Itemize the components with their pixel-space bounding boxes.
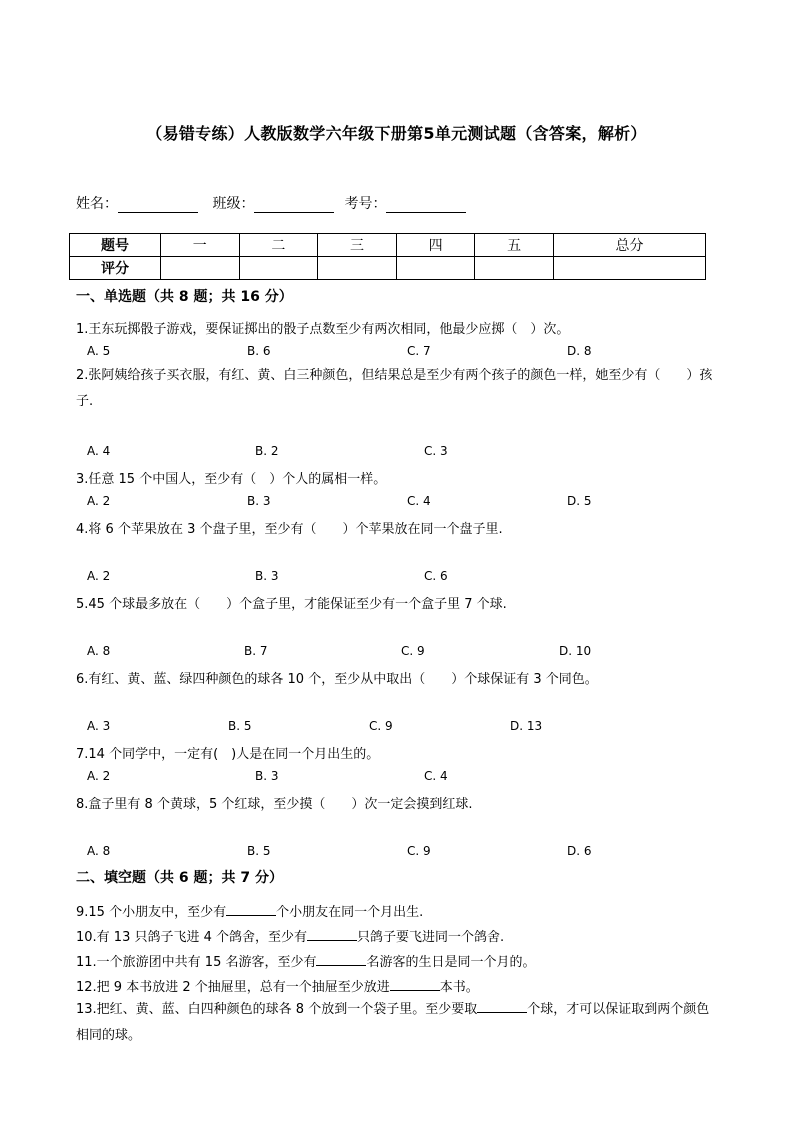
question-10 (76, 926, 504, 945)
question-5: 5.45 个球最多放在（ ）个盒子里，才能保证至少有一个盒子里 7 个球. (76, 597, 507, 612)
question-4-option-a[interactable]: A. 2 (87, 569, 111, 583)
question-11-text-before: 11.一个旅游团中共有 15 名游客，至少有 (76, 955, 317, 970)
question-4-option-c[interactable]: C. 6 (424, 569, 448, 583)
score-table-col-2: 二 (239, 234, 318, 257)
question-10-answer-blank[interactable] (307, 928, 357, 941)
question-5-option-b[interactable]: B. 7 (244, 644, 268, 658)
question-10-text-after: 只鸽子要飞进同一个鸽舍. (357, 930, 505, 945)
question-4-option-b[interactable]: B. 3 (255, 569, 279, 583)
question-5-option-d[interactable]: D. 10 (559, 644, 592, 658)
class-label: 班级： (212, 196, 255, 212)
question-8-option-b[interactable]: B. 5 (247, 844, 271, 858)
question-8-option-d[interactable]: D. 6 (567, 844, 592, 858)
question-7-option-c[interactable]: C. 4 (424, 769, 448, 783)
question-11-text-after: 名游客的生日是同一个月的。 (366, 955, 536, 970)
score-table (69, 233, 706, 280)
question-7-option-a[interactable]: A. 2 (87, 769, 111, 783)
question-11 (76, 951, 536, 970)
page-title: （易错专练）人教版数学六年级下册第5单元测试题（含答案，解析） (146, 124, 647, 143)
question-11-answer-blank[interactable] (316, 953, 366, 966)
score-table-row1-head: 题号 (70, 234, 161, 257)
question-1: 1.王东玩掷骰子游戏，要保证掷出的骰子点数至少有两次相同，他最少应掷（ ）次。 (76, 322, 570, 337)
question-2-option-b[interactable]: B. 2 (255, 444, 279, 458)
question-2-option-a[interactable]: A. 4 (87, 444, 111, 458)
question-3-option-a[interactable]: A. 2 (87, 494, 111, 508)
score-cell[interactable] (396, 257, 475, 280)
score-table-header-row (70, 234, 706, 257)
question-13-text-after: 个球，才可以保证取到两个颜色相同的球。 (76, 1002, 710, 1043)
question-9-text-after: 个小朋友在同一个月出生. (276, 905, 424, 920)
question-5-option-c[interactable]: C. 9 (401, 644, 425, 658)
score-cell[interactable] (161, 257, 240, 280)
question-2-option-c[interactable]: C. 3 (424, 444, 448, 458)
question-7: 7.14 个同学中，一定有( )人是在同一个月出生的。 (76, 747, 380, 762)
question-13-answer-blank[interactable] (477, 1000, 527, 1013)
question-3-option-b[interactable]: B. 3 (247, 494, 271, 508)
score-table-score-row (70, 257, 706, 280)
question-6-option-c[interactable]: C. 9 (369, 719, 393, 733)
student-info-line (76, 193, 476, 213)
question-8-option-c[interactable]: C. 9 (407, 844, 431, 858)
question-2: 2.张阿姨给孩子买衣服，有红、黄、白三种颜色，但结果总是至少有两个孩子的颜色一样，她至少有（ ）孩子. (76, 368, 713, 409)
question-6-option-a[interactable]: A. 3 (87, 719, 111, 733)
question-8-option-a[interactable]: A. 8 (87, 844, 111, 858)
question-1-option-c[interactable]: C. 7 (407, 344, 431, 358)
exam-no-label: 考号： (344, 196, 387, 212)
question-12-text-before: 12.把 9 本书放进 2 个抽屉里，总有一个抽屉至少放进 (76, 980, 390, 995)
question-7-option-b[interactable]: B. 3 (255, 769, 279, 783)
question-1-option-d[interactable]: D. 8 (567, 344, 592, 358)
score-table-row2-head: 评分 (70, 257, 161, 280)
question-1-option-b[interactable]: B. 6 (247, 344, 271, 358)
question-6-option-d[interactable]: D. 13 (510, 719, 543, 733)
score-table-col-1: 一 (161, 234, 240, 257)
score-cell[interactable] (239, 257, 318, 280)
name-blank[interactable] (118, 198, 198, 213)
question-5-option-a[interactable]: A. 8 (87, 644, 111, 658)
exam-no-blank[interactable] (386, 198, 466, 213)
question-9 (76, 901, 423, 920)
score-cell[interactable] (475, 257, 554, 280)
score-cell[interactable] (553, 257, 705, 280)
score-table-col-4: 四 (396, 234, 475, 257)
question-9-answer-blank[interactable] (226, 903, 276, 916)
question-6: 6.有红、黄、蓝、绿四种颜色的球各 10 个，至少从中取出（ ）个球保证有 3 个同色。 (76, 672, 598, 687)
question-13 (76, 997, 721, 1049)
question-12-text-after: 本书。 (439, 980, 479, 995)
question-1-option-a[interactable]: A. 5 (87, 344, 111, 358)
question-13-text-before: 13.把红、黄、蓝、白四种颜色的球各 8 个放到一个袋子里。至少要取 (76, 1002, 478, 1017)
question-12 (76, 976, 479, 995)
question-10-text-before: 10.有 13 只鸽子飞进 4 个鸽舍，至少有 (76, 930, 308, 945)
score-cell[interactable] (318, 257, 397, 280)
question-4: 4.将 6 个苹果放在 3 个盘子里，至少有（ ）个苹果放在同一个盘子里. (76, 522, 503, 537)
section-heading-single-choice: 一、单选题（共 8 题；共 16 分） (76, 289, 293, 305)
question-9-text-before: 9.15 个小朋友中，至少有 (76, 905, 227, 920)
section-heading-fill-in: 二、填空题（共 6 题；共 7 分） (76, 870, 283, 886)
score-table-col-5: 五 (475, 234, 554, 257)
question-3-option-c[interactable]: C. 4 (407, 494, 431, 508)
name-label: 姓名： (76, 196, 118, 212)
score-table-col-total: 总分 (553, 234, 705, 257)
question-8: 8.盒子里有 8 个黄球，5 个红球，至少摸（ ）次一定会摸到红球. (76, 797, 473, 812)
score-table-col-3: 三 (318, 234, 397, 257)
question-6-option-b[interactable]: B. 5 (228, 719, 252, 733)
question-12-answer-blank[interactable] (390, 978, 440, 991)
class-blank[interactable] (254, 198, 334, 213)
question-3-option-d[interactable]: D. 5 (567, 494, 592, 508)
question-3: 3.任意 15 个中国人，至少有（ ）个人的属相一样。 (76, 472, 387, 487)
